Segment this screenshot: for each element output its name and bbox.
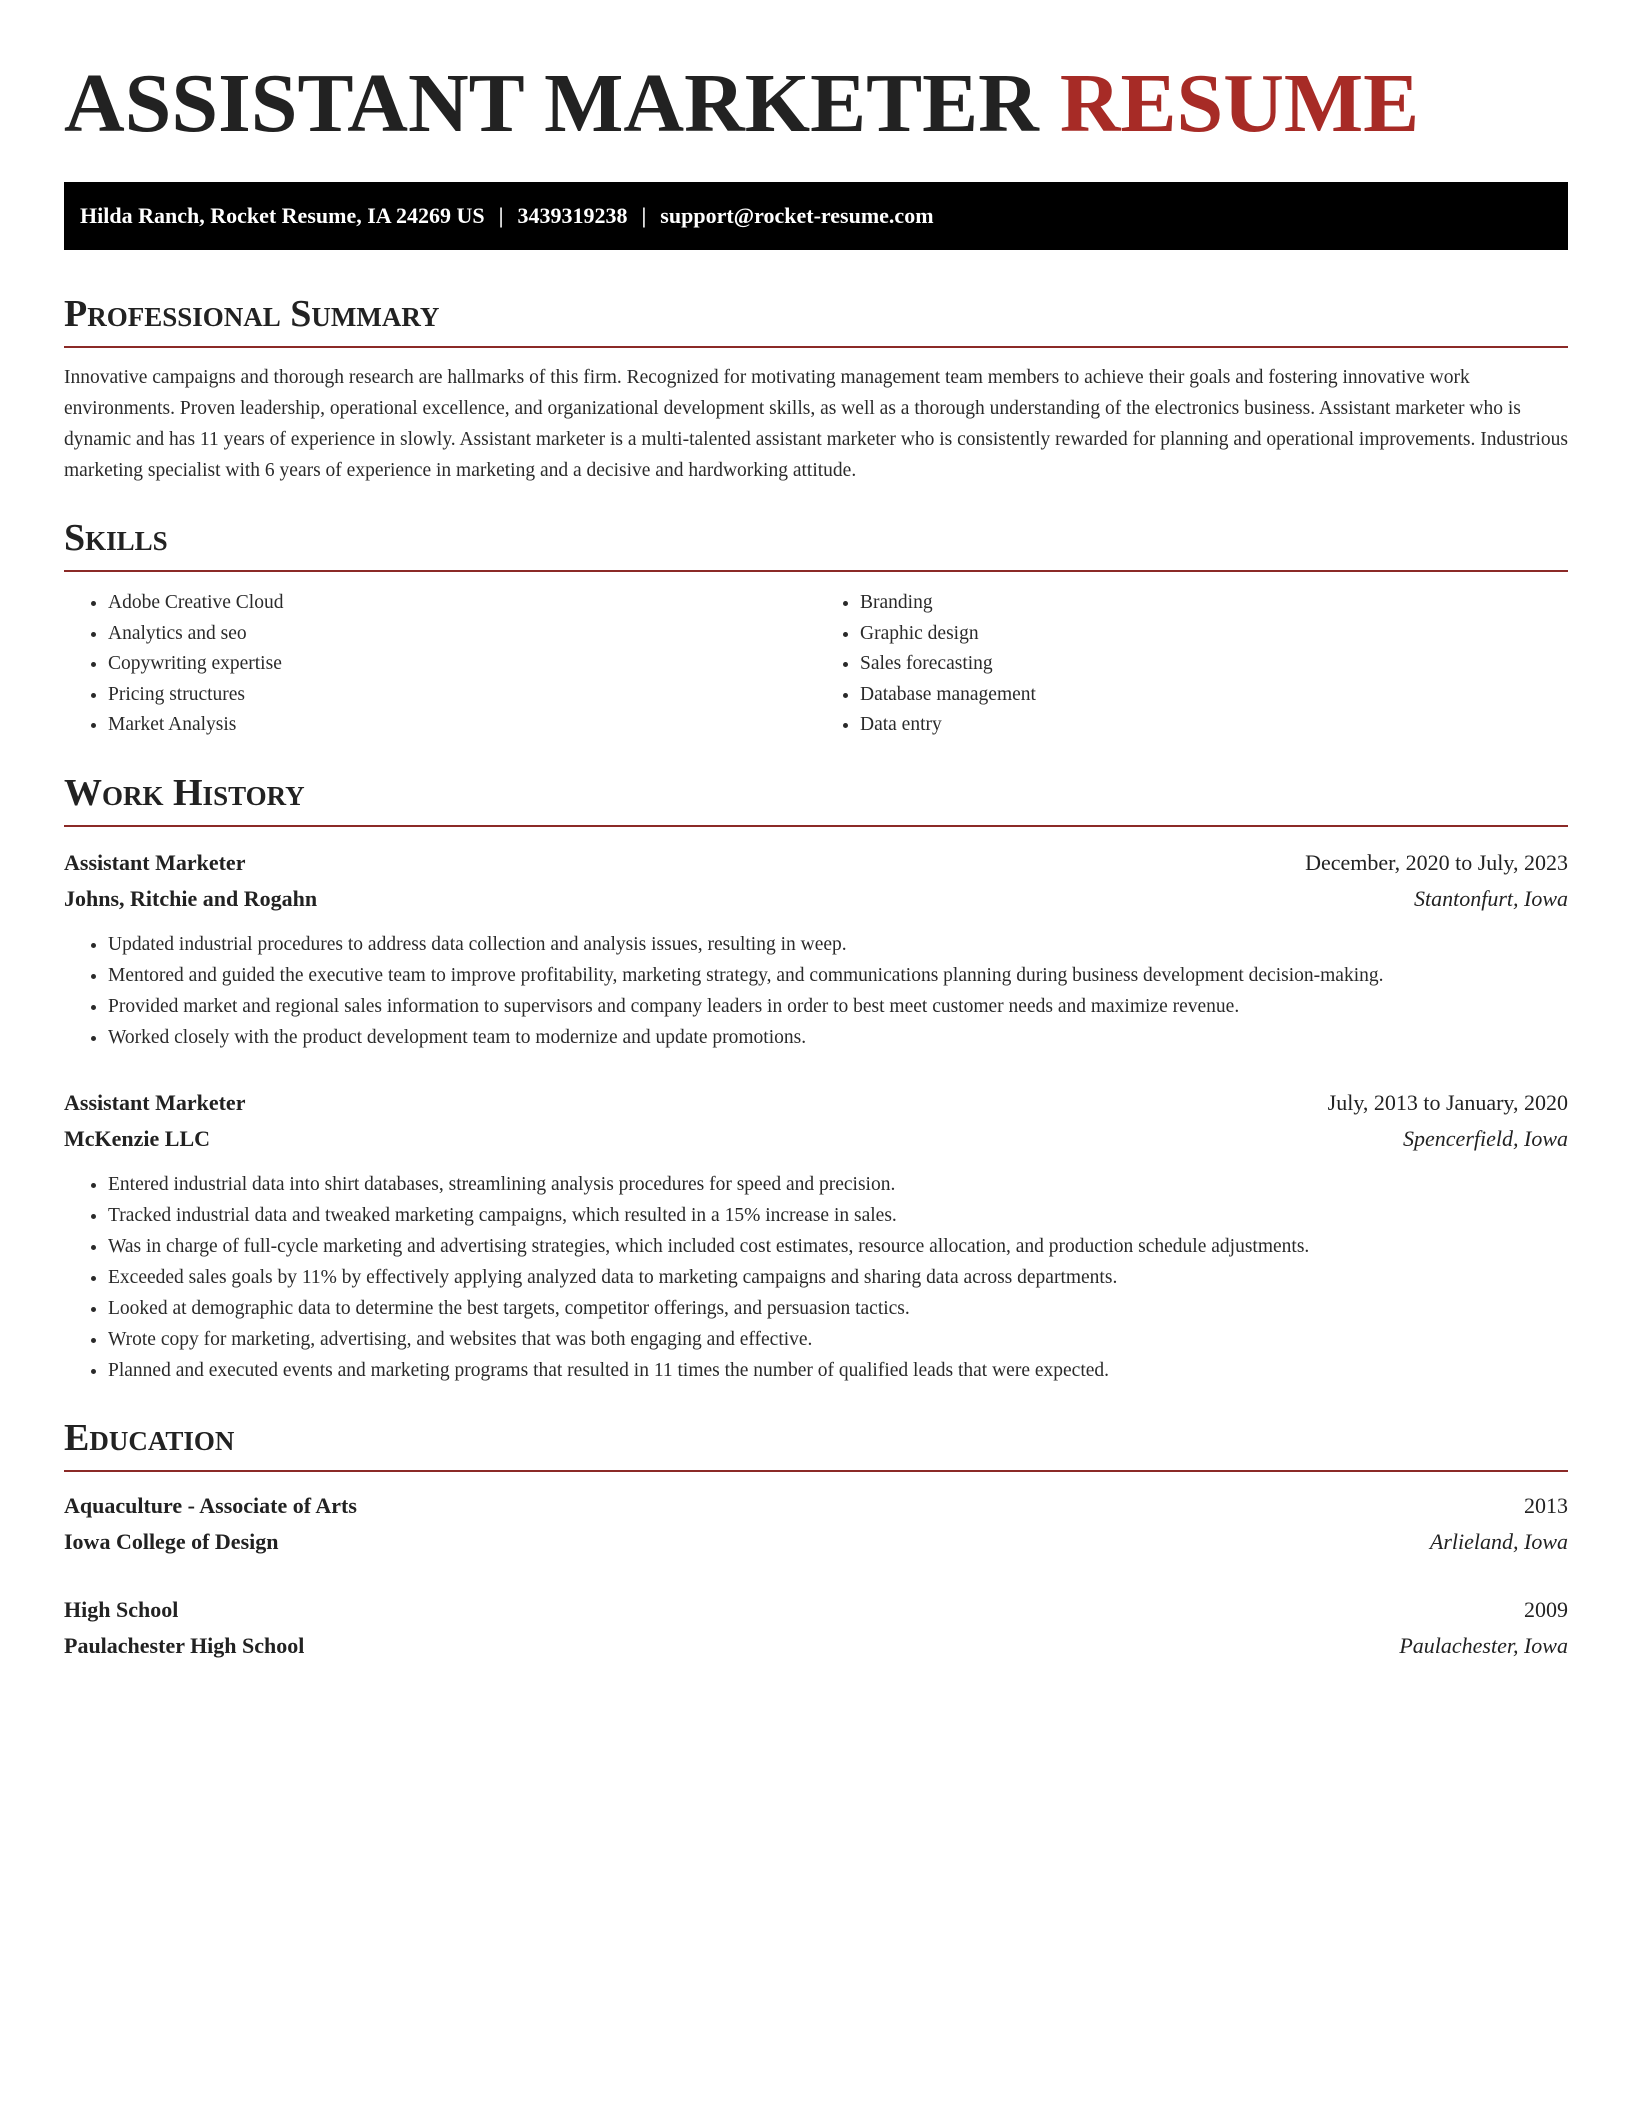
job-bullet: • Tracked industrial data and tweaked marketing campaigns, which resulted in a 15% increase in sales. [108,1200,1568,1231]
summary-heading: Professional Summary [64,292,1568,348]
education-location: Arlieland, Iowa [1429,1528,1568,1554]
skill-item: • Data entry [860,710,1568,741]
skills-heading: Skills [64,516,1568,572]
education-heading: Education [64,1416,1568,1472]
skill-item: • Copywriting expertise [108,649,816,680]
job-entry [64,845,1568,1053]
job-bullet: • Was in charge of full-cycle marketing and advertising strategies, which included cost estimates, resource allocation, and production schedule adjustments. [108,1231,1568,1262]
job-dates: July, 2013 to January, 2020 [1327,1089,1568,1115]
education-school: Iowa College of Design [64,1528,279,1554]
skill-item: • Graphic design [860,619,1568,650]
education-degree: High School [64,1596,179,1622]
skills-section [64,516,1568,741]
job-company: McKenzie LLC [64,1125,211,1151]
job-bullet: • Provided market and regional sales information to supervisors and company leaders in order to best meet customer needs and maximize revenue. [108,991,1568,1022]
job-location: Stantonfurt, Iowa [1413,885,1568,911]
job-bullets [64,1169,1568,1386]
education-year: 2009 [1524,1596,1568,1622]
education-year: 2013 [1524,1492,1568,1518]
skill-item: • Database management [860,680,1568,711]
contact-phone[interactable]: 3439319238 [517,203,628,228]
skill-item: • Market Analysis [108,710,816,741]
contact-separator: | [498,203,504,228]
contact-bar [64,182,1568,250]
skill-item: • Branding [860,588,1568,619]
job-bullet: • Wrote copy for marketing, advertising, and websites that was both engaging and effective. [108,1324,1568,1355]
skills-list [64,588,1568,741]
job-title: Assistant Marketer [64,1089,246,1115]
job-title-row [64,845,1568,881]
job-company-row [64,881,1568,917]
skills-column-right [816,588,1568,741]
job-bullet: • Worked closely with the product development team to modernize and update promotions. [108,1022,1568,1053]
contact-separator: | [641,203,647,228]
job-title-row [64,1085,1568,1121]
job-bullet: • Exceeded sales goals by 11% by effectively applying analyzed data to marketing campaigns and sharing data across departments. [108,1262,1568,1293]
job-company-row [64,1121,1568,1157]
skills-column-left [64,588,816,741]
education-school-row [64,1628,1568,1664]
title-accent: RESUME [1059,57,1420,150]
contact-address: Hilda Ranch, Rocket Resume, IA 24269 US [80,203,485,228]
job-bullets [64,929,1568,1053]
skill-item: • Analytics and seo [108,619,816,650]
skill-item: • Adobe Creative Cloud [108,588,816,619]
education-entry [64,1488,1568,1560]
skill-item: • Sales forecasting [860,649,1568,680]
education-degree-row [64,1488,1568,1524]
job-location: Spencerfield, Iowa [1403,1125,1568,1151]
education-degree-row [64,1592,1568,1628]
job-bullet: • Entered industrial data into shirt databases, streamlining analysis procedures for speed and precision. [108,1169,1568,1200]
job-dates: December, 2020 to July, 2023 [1305,849,1568,875]
education-section [64,1416,1568,1664]
education-degree: Aquaculture - Associate of Arts [64,1492,357,1518]
job-entry [64,1085,1568,1386]
summary-section [64,292,1568,486]
education-location: Paulachester, Iowa [1399,1632,1568,1658]
work-history-section [64,771,1568,1386]
work-history-heading: Work History [64,771,1568,827]
resume-title [64,56,1568,152]
education-school: Paulachester High School [64,1632,305,1658]
summary-text: Innovative campaigns and thorough research are hallmarks of this firm. Recognized for motivating management team members to achieve their goals and fostering innovative work environments. Proven leadership, operational excellence, and organizational development skills, as well as a thorough understanding of the electronics business. Assistant marketer who is dynamic and has 11 years of experience in slowly. Assistant marketer is a multi-talented assistant marketer who is consistently rewarded for planning and operational improvements. Industrious marketing specialist with 6 years of experience in marketing and a decisive and hardworking attitude. [64,367,1568,481]
job-title: Assistant Marketer [64,849,246,875]
job-bullet: • Mentored and guided the executive team to improve profitability, marketing strategy, and communications planning during business development decision-making. [108,960,1568,991]
education-school-row [64,1524,1568,1560]
job-bullet: • Updated industrial procedures to address data collection and analysis issues, resulting in weep. [108,929,1568,960]
job-company: Johns, Ritchie and Rogahn [64,885,318,911]
skill-item: • Pricing structures [108,680,816,711]
job-bullet: • Planned and executed events and marketing programs that resulted in 11 times the number of qualified leads that were expected. [108,1355,1568,1386]
title-main: ASSISTANT MARKETER [64,57,1039,150]
job-bullet: • Looked at demographic data to determine the best targets, competitor offerings, and persuasion tactics. [108,1293,1568,1324]
contact-email[interactable]: support@rocket-resume.com [660,203,934,228]
education-entry [64,1592,1568,1664]
